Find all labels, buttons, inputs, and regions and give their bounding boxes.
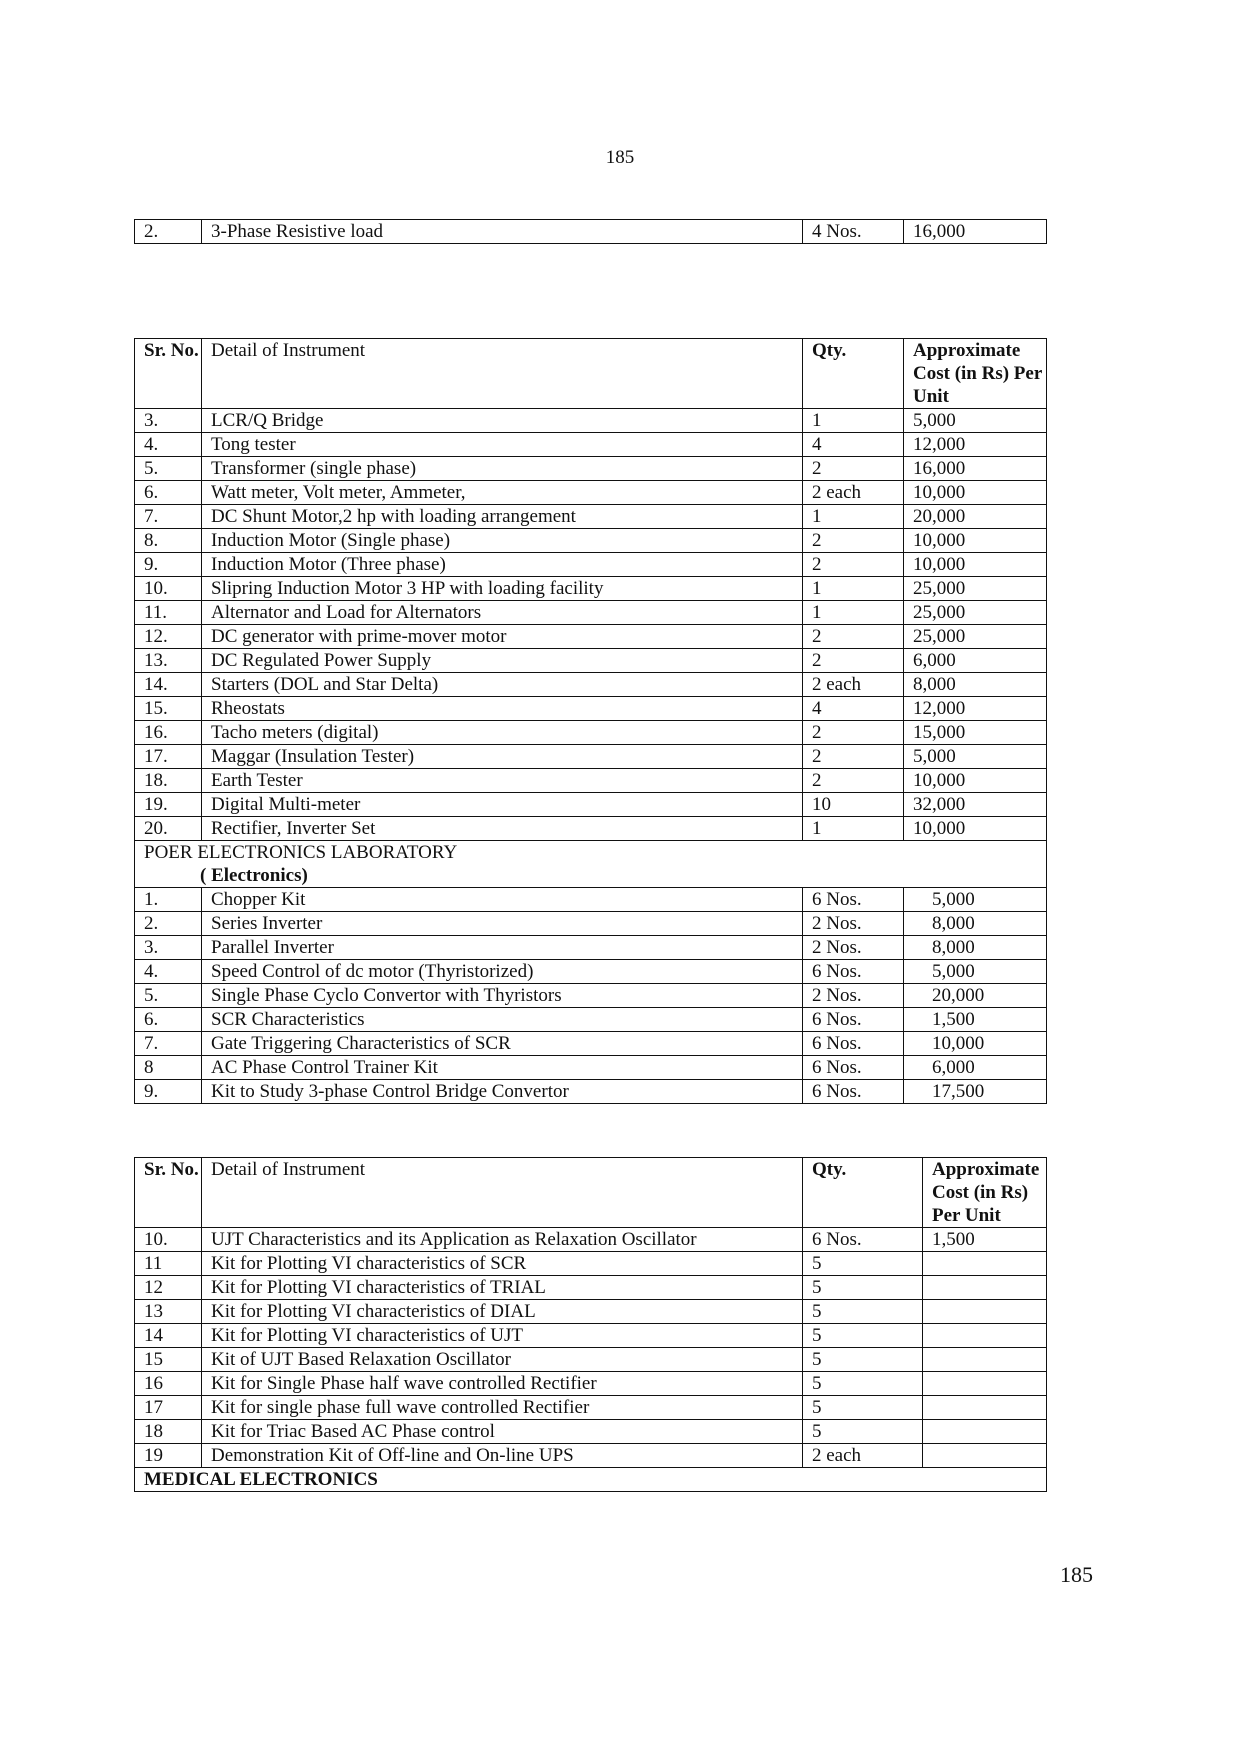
- detail-cell: Gate Triggering Characteristics of SCR: [202, 1032, 803, 1056]
- detail-cell: Kit for Plotting VI characteristics of SCR: [202, 1252, 803, 1276]
- section-subtitle: ( Electronics): [200, 865, 308, 886]
- table-row: [135, 817, 1047, 841]
- detail-cell: Earth Tester: [202, 769, 803, 793]
- cost-cell: 6,000: [904, 649, 1047, 673]
- qty-cell: 1: [803, 409, 904, 433]
- medical-electronics-section: MEDICAL ELECTRONICS: [135, 1468, 1047, 1492]
- table-row: [135, 984, 1047, 1008]
- detail-cell: Digital Multi-meter: [202, 793, 803, 817]
- cost-cell: 8,000: [904, 912, 1047, 936]
- cost-cell: [923, 1276, 1047, 1300]
- detail-cell: Series Inverter: [202, 912, 803, 936]
- qty-cell: 2: [803, 721, 904, 745]
- detail-cell: Rectifier, Inverter Set: [202, 817, 803, 841]
- cost-cell: 17,500: [904, 1080, 1047, 1104]
- qty-cell: 5: [803, 1252, 923, 1276]
- table-row: [135, 1056, 1047, 1080]
- qty-cell: 5: [803, 1276, 923, 1300]
- cost-cell: [923, 1372, 1047, 1396]
- detail-cell: Induction Motor (Three phase): [202, 553, 803, 577]
- table-row: [135, 1032, 1047, 1056]
- cost-cell: [923, 1420, 1047, 1444]
- sr-cell: 13: [135, 1300, 202, 1324]
- detail-cell: Rheostats: [202, 697, 803, 721]
- sr-cell: 8: [135, 1056, 202, 1080]
- cost-cell: 6,000: [904, 1056, 1047, 1080]
- qty-cell: 5: [803, 1396, 923, 1420]
- cost-cell: 5,000: [904, 888, 1047, 912]
- table-row: [135, 1228, 1047, 1252]
- cost-cell: 10,000: [904, 481, 1047, 505]
- qty-cell: 2: [803, 625, 904, 649]
- cost-cell: 16,000: [904, 220, 1047, 244]
- sr-cell: 1.: [135, 888, 202, 912]
- table-row: [135, 457, 1047, 481]
- detail-cell: Tacho meters (digital): [202, 721, 803, 745]
- table-row: [135, 1276, 1047, 1300]
- cost-cell: 12,000: [904, 697, 1047, 721]
- qty-cell: 2: [803, 649, 904, 673]
- qty-cell: 5: [803, 1348, 923, 1372]
- qty-cell: 5: [803, 1372, 923, 1396]
- qty-cell: 6 Nos.: [803, 1080, 904, 1104]
- qty-cell: 6 Nos.: [803, 1056, 904, 1080]
- cost-cell: [923, 1396, 1047, 1420]
- table-row: [135, 529, 1047, 553]
- header-sr: Sr. No.: [135, 1158, 202, 1228]
- table-row: [135, 625, 1047, 649]
- table-row: [135, 577, 1047, 601]
- table-row: [135, 936, 1047, 960]
- cost-cell: 1,500: [904, 1008, 1047, 1032]
- sr-cell: 17: [135, 1396, 202, 1420]
- sr-cell: 10.: [135, 1228, 202, 1252]
- detail-cell: Starters (DOL and Star Delta): [202, 673, 803, 697]
- table-row: [135, 721, 1047, 745]
- table-row: [135, 553, 1047, 577]
- cost-cell: 25,000: [904, 625, 1047, 649]
- table-row: [135, 888, 1047, 912]
- table-row: [135, 1348, 1047, 1372]
- qty-cell: 1: [803, 601, 904, 625]
- table-header-row: [135, 339, 1047, 409]
- table-row: [135, 745, 1047, 769]
- detail-cell: Kit for Plotting VI characteristics of TRIAL: [202, 1276, 803, 1300]
- detail-cell: Kit for single phase full wave controlled Rectifier: [202, 1396, 803, 1420]
- qty-cell: 2 Nos.: [803, 984, 904, 1008]
- qty-cell: 2 each: [803, 481, 904, 505]
- table-row: [135, 220, 1047, 244]
- sr-cell: 7.: [135, 505, 202, 529]
- detail-cell: Kit for Plotting VI characteristics of DIAL: [202, 1300, 803, 1324]
- cost-cell: 20,000: [904, 984, 1047, 1008]
- detail-cell: Watt meter, Volt meter, Ammeter,: [202, 481, 803, 505]
- qty-cell: 2: [803, 745, 904, 769]
- qty-cell: 1: [803, 577, 904, 601]
- cost-cell: [923, 1252, 1047, 1276]
- cost-cell: 10,000: [904, 769, 1047, 793]
- header-sr: Sr. No.: [135, 339, 202, 409]
- detail-cell: Induction Motor (Single phase): [202, 529, 803, 553]
- instrument-table-second: [134, 1157, 1047, 1492]
- sr-cell: 2.: [135, 220, 202, 244]
- detail-cell: Demonstration Kit of Off-line and On-line UPS: [202, 1444, 803, 1468]
- header-cost: Approximate Cost (in Rs) Per Unit: [904, 339, 1047, 409]
- table-row: [135, 1396, 1047, 1420]
- detail-cell: Kit to Study 3-phase Control Bridge Convertor: [202, 1080, 803, 1104]
- header-qty: Qty.: [803, 339, 904, 409]
- table1-body: [135, 220, 1047, 244]
- sr-cell: 19.: [135, 793, 202, 817]
- table-row: [135, 1372, 1047, 1396]
- detail-cell: Speed Control of dc motor (Thyristorized): [202, 960, 803, 984]
- cost-cell: [923, 1300, 1047, 1324]
- qty-cell: 2: [803, 457, 904, 481]
- qty-cell: 2: [803, 529, 904, 553]
- detail-cell: Alternator and Load for Alternators: [202, 601, 803, 625]
- cost-cell: 12,000: [904, 433, 1047, 457]
- qty-cell: 10: [803, 793, 904, 817]
- qty-cell: 6 Nos.: [803, 960, 904, 984]
- table-row: [135, 793, 1047, 817]
- sr-cell: 6.: [135, 1008, 202, 1032]
- section-title: POER ELECTRONICS LABORATORY: [144, 842, 458, 863]
- sr-cell: 9.: [135, 1080, 202, 1104]
- qty-cell: 2: [803, 769, 904, 793]
- cost-cell: [923, 1324, 1047, 1348]
- sr-cell: 16.: [135, 721, 202, 745]
- detail-cell: Tong tester: [202, 433, 803, 457]
- sr-cell: 17.: [135, 745, 202, 769]
- sr-cell: 5.: [135, 984, 202, 1008]
- table-row: [135, 1252, 1047, 1276]
- detail-cell: Chopper Kit: [202, 888, 803, 912]
- detail-cell: Parallel Inverter: [202, 936, 803, 960]
- table-row: [135, 481, 1047, 505]
- qty-cell: 2 Nos.: [803, 912, 904, 936]
- table-header-row: [135, 1158, 1047, 1228]
- table-row: [135, 673, 1047, 697]
- sr-cell: 9.: [135, 553, 202, 577]
- cost-cell: 5,000: [904, 409, 1047, 433]
- sr-cell: 5.: [135, 457, 202, 481]
- qty-cell: 1: [803, 817, 904, 841]
- cost-cell: 20,000: [904, 505, 1047, 529]
- sr-cell: 15: [135, 1348, 202, 1372]
- sr-cell: 11: [135, 1252, 202, 1276]
- qty-cell: 4: [803, 697, 904, 721]
- sr-cell: 16: [135, 1372, 202, 1396]
- header-qty: Qty.: [803, 1158, 923, 1228]
- qty-cell: 6 Nos.: [803, 1032, 904, 1056]
- qty-cell: 5: [803, 1300, 923, 1324]
- detail-cell: LCR/Q Bridge: [202, 409, 803, 433]
- cost-cell: 16,000: [904, 457, 1047, 481]
- sr-cell: 4.: [135, 960, 202, 984]
- qty-cell: 2 each: [803, 673, 904, 697]
- header-cost: Approximate Cost (in Rs) Per Unit: [923, 1158, 1047, 1228]
- table-row: [135, 960, 1047, 984]
- qty-cell: 4 Nos.: [803, 220, 904, 244]
- sr-cell: 3.: [135, 409, 202, 433]
- qty-cell: 2: [803, 553, 904, 577]
- instrument-table-main: [134, 338, 1047, 1104]
- sr-cell: 18.: [135, 769, 202, 793]
- cost-cell: 10,000: [904, 529, 1047, 553]
- sr-cell: 8.: [135, 529, 202, 553]
- cost-cell: 15,000: [904, 721, 1047, 745]
- qty-cell: 6 Nos.: [803, 1008, 904, 1032]
- detail-cell: SCR Characteristics: [202, 1008, 803, 1032]
- cost-cell: 5,000: [904, 960, 1047, 984]
- sr-cell: 7.: [135, 1032, 202, 1056]
- detail-cell: UJT Characteristics and its Application as Relaxation Oscillator: [202, 1228, 803, 1252]
- page-number-top: 185: [605, 147, 635, 168]
- section-header-row: [135, 841, 1047, 888]
- qty-cell: 2 Nos.: [803, 936, 904, 960]
- table-row: [135, 697, 1047, 721]
- cost-cell: 25,000: [904, 577, 1047, 601]
- qty-cell: 6 Nos.: [803, 888, 904, 912]
- detail-cell: Kit for Plotting VI characteristics of UJT: [202, 1324, 803, 1348]
- sr-cell: 19: [135, 1444, 202, 1468]
- detail-cell: 3-Phase Resistive load: [202, 220, 803, 244]
- cost-cell: 32,000: [904, 793, 1047, 817]
- sr-cell: 11.: [135, 601, 202, 625]
- detail-cell: Transformer (single phase): [202, 457, 803, 481]
- cost-cell: 1,500: [923, 1228, 1047, 1252]
- table-row: [135, 1324, 1047, 1348]
- page-number-bottom: 185: [1060, 1562, 1093, 1587]
- qty-cell: 5: [803, 1324, 923, 1348]
- cost-cell: [923, 1444, 1047, 1468]
- table-row: [135, 505, 1047, 529]
- detail-cell: DC Shunt Motor,2 hp with loading arrangement: [202, 505, 803, 529]
- cost-cell: 8,000: [904, 936, 1047, 960]
- sr-cell: 18: [135, 1420, 202, 1444]
- sr-cell: 14.: [135, 673, 202, 697]
- cost-cell: 10,000: [904, 817, 1047, 841]
- header-detail: Detail of Instrument: [202, 1158, 803, 1228]
- sr-cell: 14: [135, 1324, 202, 1348]
- table-row: [135, 1080, 1047, 1104]
- detail-cell: Kit of UJT Based Relaxation Oscillator: [202, 1348, 803, 1372]
- detail-cell: Single Phase Cyclo Convertor with Thyristors: [202, 984, 803, 1008]
- qty-cell: 6 Nos.: [803, 1228, 923, 1252]
- sr-cell: 15.: [135, 697, 202, 721]
- cost-cell: [923, 1348, 1047, 1372]
- detail-cell: DC Regulated Power Supply: [202, 649, 803, 673]
- header-detail: Detail of Instrument: [202, 339, 803, 409]
- cost-cell: 10,000: [904, 553, 1047, 577]
- detail-cell: Kit for Single Phase half wave controlled Rectifier: [202, 1372, 803, 1396]
- table-row: [135, 769, 1047, 793]
- table-row: [135, 1300, 1047, 1324]
- table-row: [135, 1444, 1047, 1468]
- section-title-cell: [135, 841, 1047, 888]
- sr-cell: 12.: [135, 625, 202, 649]
- sr-cell: 6.: [135, 481, 202, 505]
- qty-cell: 2 each: [803, 1444, 923, 1468]
- cost-cell: 5,000: [904, 745, 1047, 769]
- cost-cell: 10,000: [904, 1032, 1047, 1056]
- sr-cell: 20.: [135, 817, 202, 841]
- table2-body: [135, 339, 1047, 1104]
- table-row: [135, 409, 1047, 433]
- sr-cell: 4.: [135, 433, 202, 457]
- table-row: [135, 912, 1047, 936]
- sr-cell: 10.: [135, 577, 202, 601]
- table-row: [135, 1420, 1047, 1444]
- qty-cell: 5: [803, 1420, 923, 1444]
- table-row: [135, 601, 1047, 625]
- detail-cell: DC generator with prime-mover motor: [202, 625, 803, 649]
- table3-body: [135, 1158, 1047, 1492]
- cost-cell: 25,000: [904, 601, 1047, 625]
- table-row: [135, 649, 1047, 673]
- sr-cell: 2.: [135, 912, 202, 936]
- detail-cell: Maggar (Insulation Tester): [202, 745, 803, 769]
- qty-cell: 1: [803, 505, 904, 529]
- section-footer-row: [135, 1468, 1047, 1492]
- table-row: [135, 1008, 1047, 1032]
- sr-cell: 12: [135, 1276, 202, 1300]
- cost-cell: 8,000: [904, 673, 1047, 697]
- instrument-table-continued: [134, 219, 1047, 244]
- sr-cell: 13.: [135, 649, 202, 673]
- detail-cell: AC Phase Control Trainer Kit: [202, 1056, 803, 1080]
- sr-cell: 3.: [135, 936, 202, 960]
- qty-cell: 4: [803, 433, 904, 457]
- detail-cell: Kit for Triac Based AC Phase control: [202, 1420, 803, 1444]
- detail-cell: Slipring Induction Motor 3 HP with loading facility: [202, 577, 803, 601]
- table-row: [135, 433, 1047, 457]
